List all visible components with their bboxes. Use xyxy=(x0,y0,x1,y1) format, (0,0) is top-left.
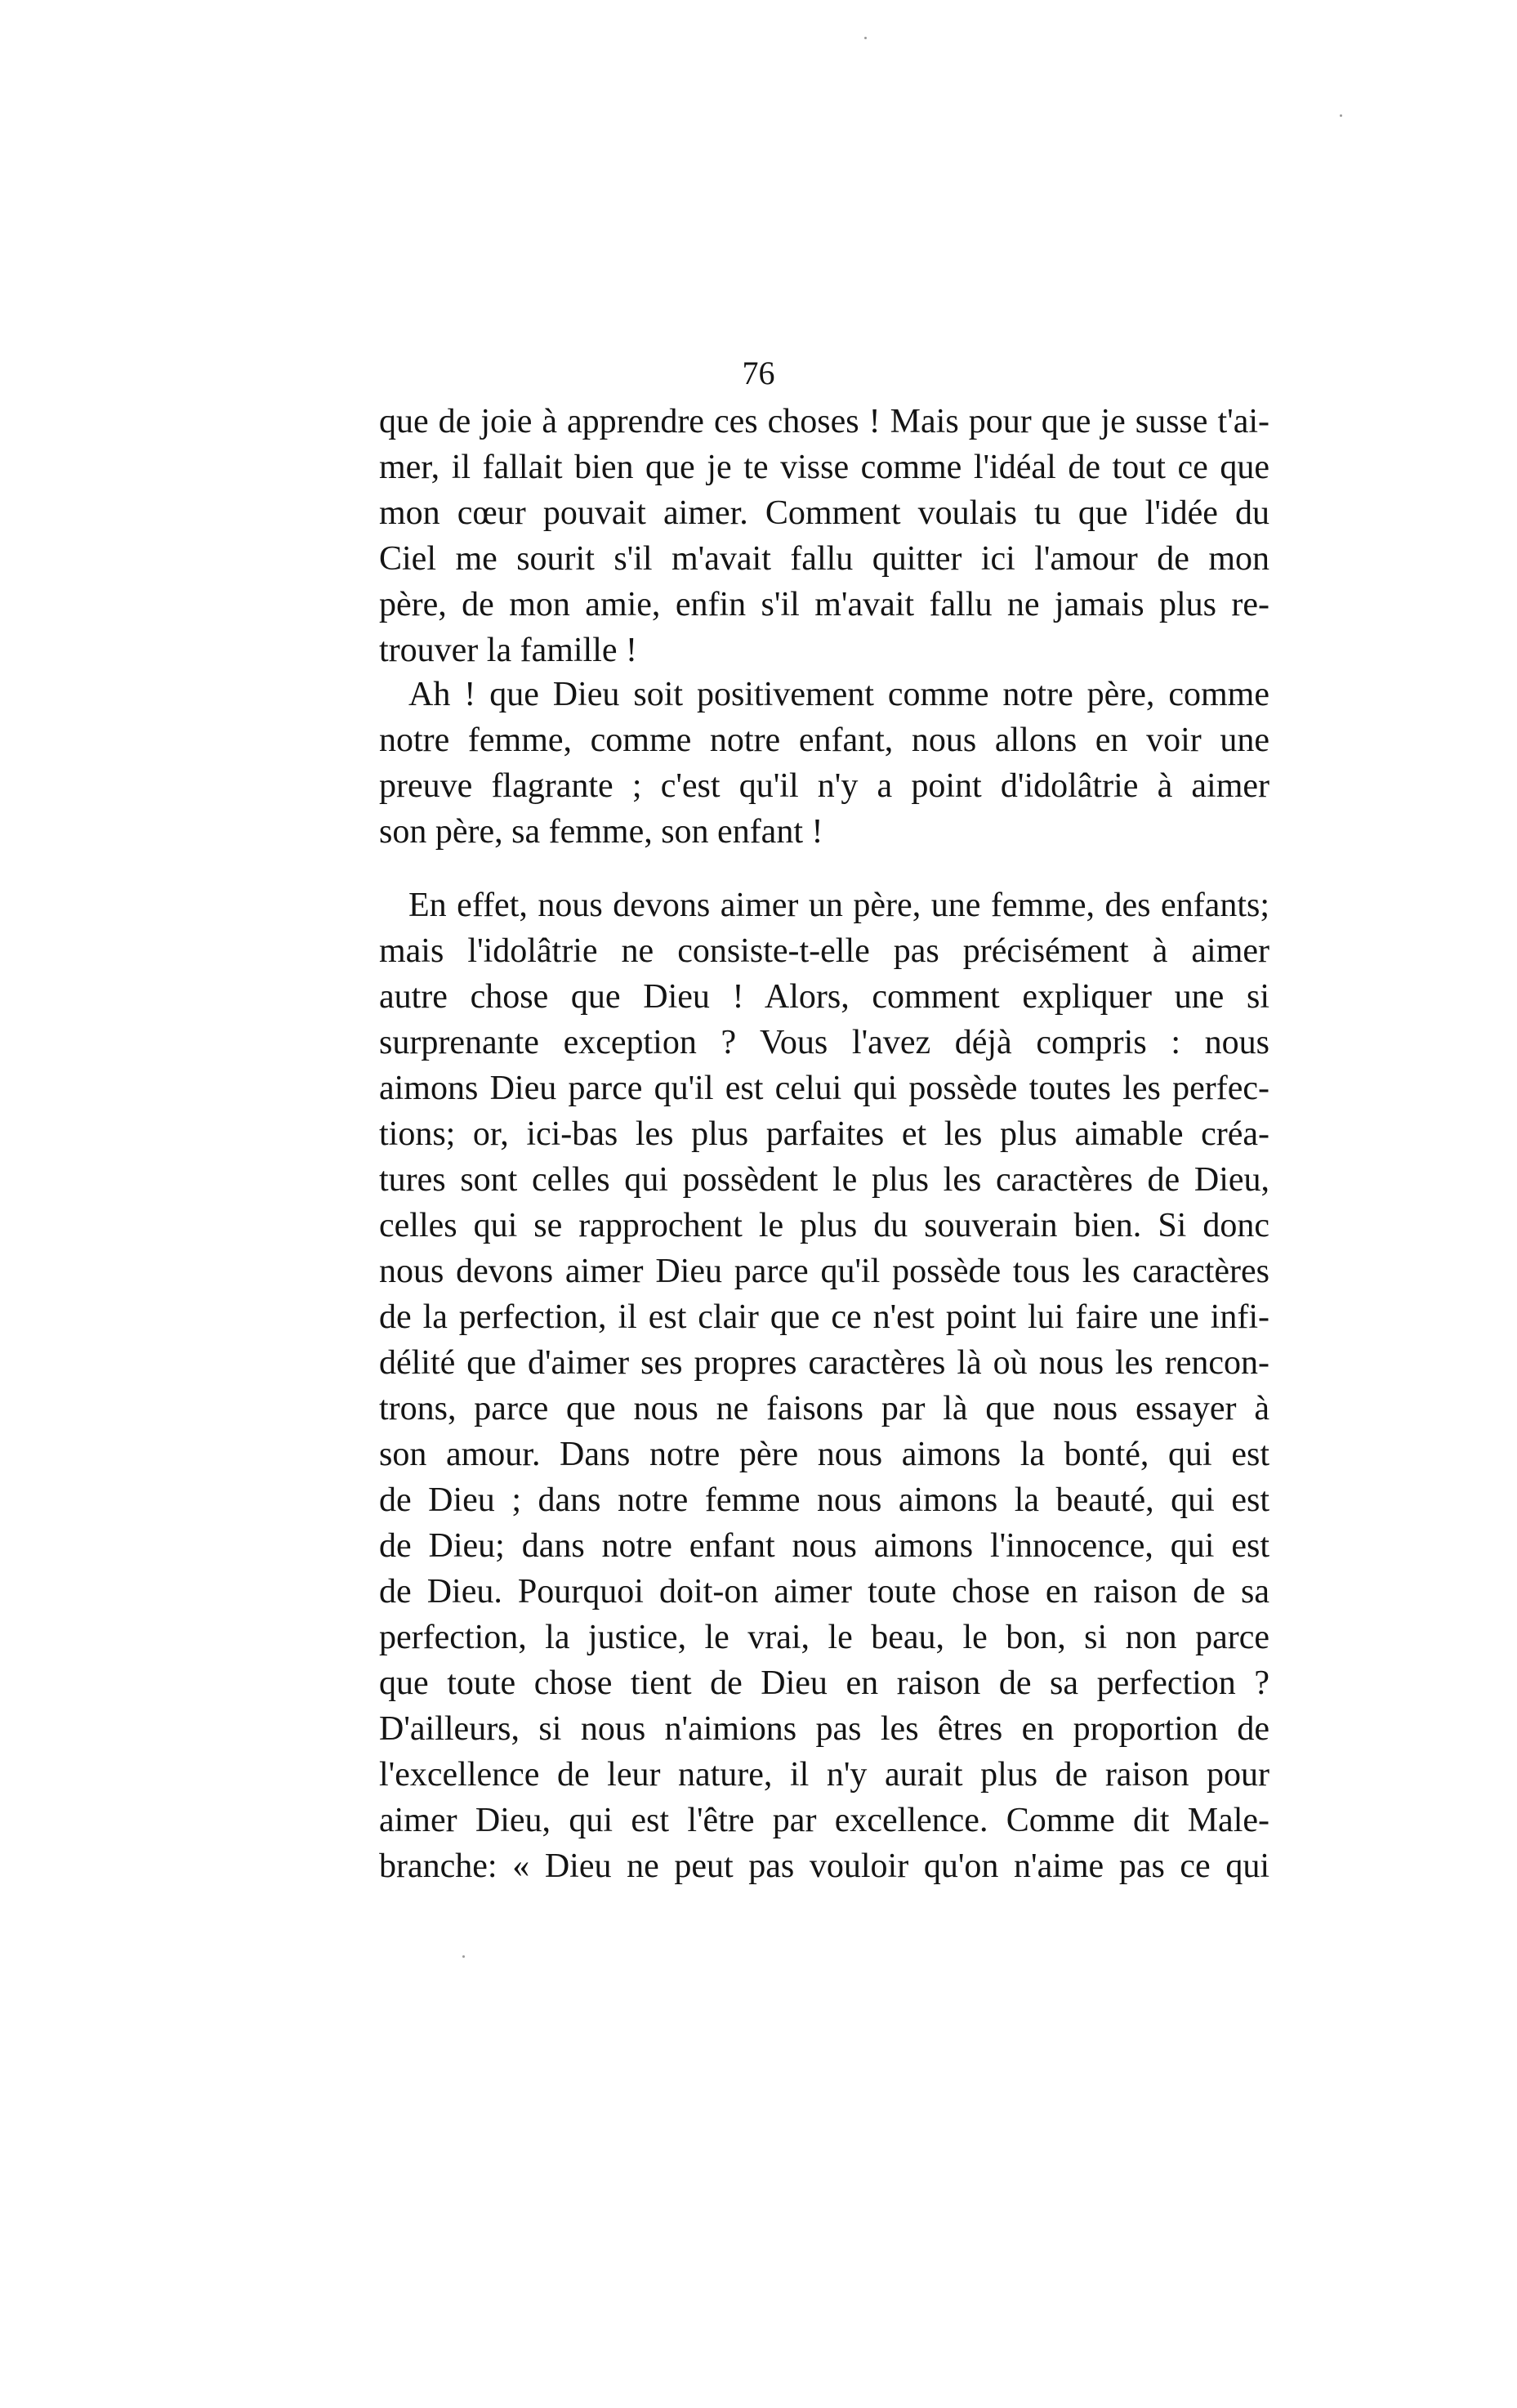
text-line: D'ailleurs, si nous n'aimions pas les êtres en proportion de xyxy=(379,1710,1269,1748)
text-line: père, de mon amie, enfin s'il m'avait fallu ne jamais plus re- xyxy=(379,586,1269,623)
text-line: nous devons aimer Dieu parce qu'il possède tous les caractères xyxy=(379,1253,1269,1290)
text-line: délité que d'aimer ses propres caractères là où nous les rencon- xyxy=(379,1344,1269,1382)
paragraph-2 xyxy=(379,672,1269,855)
paper-speck xyxy=(462,1955,465,1958)
text-line: Ciel me sourit s'il m'avait fallu quitter ici l'amour de mon xyxy=(379,540,1269,578)
text-line: son amour. Dans notre père nous aimons la bonté, qui est xyxy=(379,1436,1269,1473)
text-line: que de joie à apprendre ces choses ! Mais pour que je susse t'ai- xyxy=(379,403,1269,440)
text-line: de Dieu ; dans notre femme nous aimons la beauté, qui est xyxy=(379,1481,1269,1519)
text-line: branche: « Dieu ne peut pas vouloir qu'on n'aime pas ce qui xyxy=(379,1847,1269,1885)
page-number: 76 xyxy=(742,355,775,391)
text-line: tions; or, ici-bas les plus parfaites et les plus aimable créa- xyxy=(379,1115,1269,1153)
text-line: mais l'idolâtrie ne consiste-t-elle pas précisément à aimer xyxy=(379,932,1269,970)
paper-speck xyxy=(1340,114,1342,117)
text-line: autre chose que Dieu ! Alors, comment expliquer une si xyxy=(379,978,1269,1016)
text-line: perfection, la justice, le vrai, le beau, le bon, si non parce xyxy=(379,1619,1269,1656)
text-line: tures sont celles qui possèdent le plus les caractères de Dieu, xyxy=(379,1161,1269,1199)
text-line: notre femme, comme notre enfant, nous allons en voir une xyxy=(379,722,1269,759)
text-line: son père, sa femme, son enfant ! xyxy=(379,813,823,851)
text-line: surprenante exception ? Vous l'avez déjà compris : nous xyxy=(379,1024,1269,1061)
text-line: l'excellence de leur nature, il n'y aurait plus de raison pour xyxy=(379,1756,1269,1794)
paragraph-1 xyxy=(379,399,1269,673)
text-line: de Dieu; dans notre enfant nous aimons l'innocence, qui est xyxy=(379,1527,1269,1565)
text-line: preuve flagrante ; c'est qu'il n'y a point d'idolâtrie à aimer xyxy=(379,767,1269,805)
text-line: mon cœur pouvait aimer. Comment voulais tu que l'idée du xyxy=(379,494,1269,532)
text-line: de Dieu. Pourquoi doit-on aimer toute chose en raison de sa xyxy=(379,1573,1269,1611)
text-line: celles qui se rapprochent le plus du souverain bien. Si donc xyxy=(379,1207,1269,1244)
text-line: aimons Dieu parce qu'il est celui qui possède toutes les perfec- xyxy=(379,1070,1269,1107)
paper-speck xyxy=(864,37,867,39)
text-line: trouver la famille ! xyxy=(379,632,638,669)
text-line: Ah ! que Dieu soit positivement comme notre père, comme xyxy=(408,676,1269,713)
text-line: de la perfection, il est clair que ce n'est point lui faire une infi- xyxy=(379,1298,1269,1336)
text-line: aimer Dieu, qui est l'être par excellence. Comme dit Male- xyxy=(379,1802,1269,1839)
paragraph-3 xyxy=(379,882,1269,1889)
text-line: mer, il fallait bien que je te visse comme l'idéal de tout ce que xyxy=(379,449,1269,486)
text-line: que toute chose tient de Dieu en raison de sa perfection ? xyxy=(379,1664,1269,1702)
text-line: En effet, nous devons aimer un père, une femme, des enfants; xyxy=(408,887,1269,924)
text-line: trons, parce que nous ne faisons par là que nous essayer à xyxy=(379,1390,1269,1427)
